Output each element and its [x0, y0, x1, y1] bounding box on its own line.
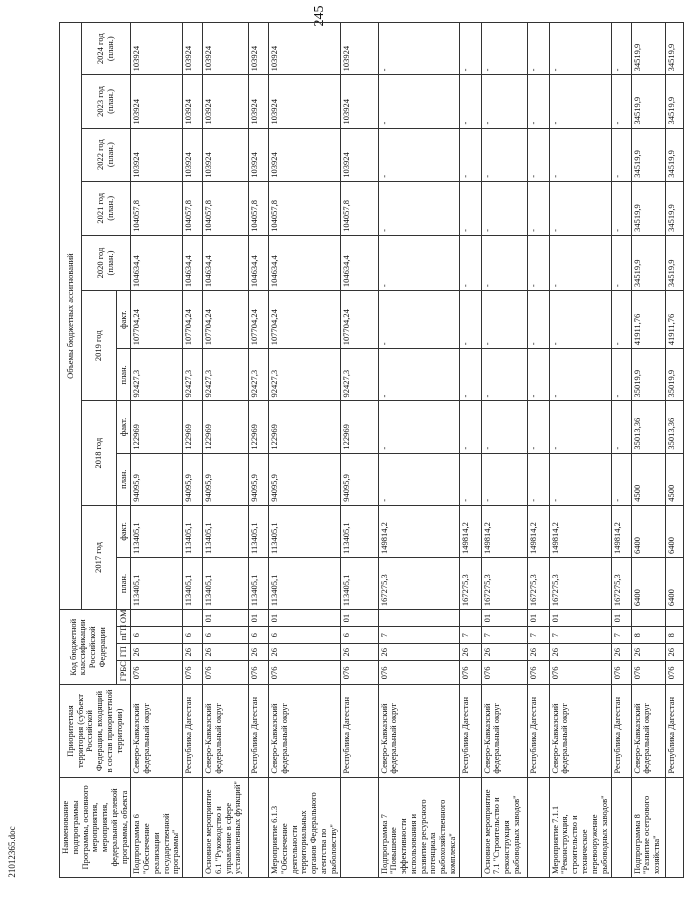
value-cell: -: [459, 181, 481, 235]
code-gp-cell: 26: [611, 644, 631, 661]
value-cell: 103924: [203, 23, 249, 75]
value-cell: 167275,3: [481, 557, 527, 609]
row-name-cell: [249, 777, 269, 877]
value-cell: -: [527, 181, 549, 235]
header-year: 2024 год (план.): [82, 23, 131, 75]
value-cell: 92427,3: [269, 349, 340, 401]
value-cell: 167275,3: [459, 557, 481, 609]
value-cell: 122969: [340, 401, 378, 453]
value-cell: 167275,3: [611, 557, 631, 609]
code-om-cell: [631, 610, 665, 627]
code-gp-cell: 26: [183, 644, 203, 661]
code-gp-cell: 26: [249, 644, 269, 661]
value-cell: -: [611, 401, 631, 453]
value-cell: 103924: [131, 75, 183, 128]
row-name-cell: [183, 777, 203, 877]
value-cell: 94095,9: [269, 453, 340, 505]
value-cell: 113405,1: [183, 557, 203, 609]
code-gp-cell: 26: [203, 644, 249, 661]
value-cell: 103924: [269, 23, 340, 75]
value-cell: -: [611, 349, 631, 401]
row-territory-cell: Республика Дагестан: [459, 685, 481, 777]
code-grbs-cell: 076: [183, 661, 203, 685]
value-cell: -: [527, 291, 549, 349]
value-cell: 113405,1: [203, 505, 249, 557]
value-cell: -: [611, 181, 631, 235]
code-gp-cell: 26: [631, 644, 665, 661]
code-pgp-cell: 6: [340, 627, 378, 644]
value-cell: -: [481, 235, 527, 290]
code-om-cell: 01: [269, 610, 340, 627]
value-cell: 103924: [183, 75, 203, 128]
value-cell: 149814,2: [527, 505, 549, 557]
row-name-cell: [527, 777, 549, 877]
header-code-group: Код бюджетной классификации Российской Федерации: [60, 610, 117, 685]
value-cell: 113405,1: [131, 505, 183, 557]
value-cell: 167275,3: [378, 557, 459, 609]
value-cell: 103924: [249, 23, 269, 75]
value-cell: 113405,1: [131, 557, 183, 609]
page-number: 245: [312, 5, 327, 27]
row-name-cell: Мероприятие 7.1.1 "Реконструкция, строительство и техническое перевооружение рыбоводных заводов": [549, 777, 611, 877]
value-cell: 103924: [269, 128, 340, 181]
value-cell: 92427,3: [249, 349, 269, 401]
row-name-cell: Подпрограмма 8 "Развитие осетрового хозяйства": [631, 777, 665, 877]
value-cell: 35013,36: [665, 401, 683, 453]
value-cell: -: [459, 401, 481, 453]
value-cell: -: [611, 23, 631, 75]
header-plan: план.: [117, 557, 131, 609]
value-cell: 41911,76: [631, 291, 665, 349]
table-row: [481, 23, 527, 878]
value-cell: -: [527, 401, 549, 453]
table-row: [378, 23, 459, 878]
code-grbs-cell: 076: [481, 661, 527, 685]
code-om-cell: 01: [611, 610, 631, 627]
value-cell: 34519,9: [631, 235, 665, 290]
value-cell: 113405,1: [269, 557, 340, 609]
value-cell: -: [481, 453, 527, 505]
code-pgp-cell: 7: [481, 627, 527, 644]
table-row: [183, 23, 203, 878]
code-gp-cell: 26: [340, 644, 378, 661]
value-cell: 103924: [249, 75, 269, 128]
value-cell: -: [378, 181, 459, 235]
value-cell: 104057,8: [131, 181, 183, 235]
value-cell: 94095,9: [203, 453, 249, 505]
header-year: 2019 год: [82, 291, 117, 401]
table-row: [459, 23, 481, 878]
value-cell: -: [378, 291, 459, 349]
value-cell: 167275,3: [527, 557, 549, 609]
value-cell: 104057,8: [203, 181, 249, 235]
code-pgp-cell: 7: [459, 627, 481, 644]
row-name-cell: [665, 777, 683, 877]
code-om-cell: [378, 610, 459, 627]
code-pgp-cell: 6: [203, 627, 249, 644]
code-gp-cell: 26: [527, 644, 549, 661]
value-cell: -: [481, 401, 527, 453]
code-om-cell: [459, 610, 481, 627]
row-name-cell: [340, 777, 378, 877]
value-cell: 107704,24: [269, 291, 340, 349]
value-cell: -: [611, 291, 631, 349]
row-name-cell: [611, 777, 631, 877]
header-year: 2021 год (план.): [82, 181, 131, 235]
value-cell: -: [527, 453, 549, 505]
value-cell: -: [459, 235, 481, 290]
value-cell: 103924: [183, 23, 203, 75]
value-cell: 6400: [665, 557, 683, 609]
value-cell: 107704,24: [183, 291, 203, 349]
value-cell: 34519,9: [665, 181, 683, 235]
value-cell: -: [459, 75, 481, 128]
code-pgp-cell: 6: [183, 627, 203, 644]
value-cell: 92427,3: [131, 349, 183, 401]
value-cell: 104634,4: [183, 235, 203, 290]
value-cell: 167275,3: [549, 557, 611, 609]
code-pgp-cell: 6: [269, 627, 340, 644]
value-cell: 107704,24: [340, 291, 378, 349]
code-grbs-cell: 076: [269, 661, 340, 685]
value-cell: -: [549, 291, 611, 349]
header-fact: факт.: [117, 505, 131, 557]
table-row: [549, 23, 611, 878]
row-territory-cell: Северо-Кавказский федеральный округ: [631, 685, 665, 777]
value-cell: 122969: [249, 401, 269, 453]
row-territory-cell: Северо-Кавказский федеральный округ: [549, 685, 611, 777]
value-cell: 113405,1: [340, 505, 378, 557]
code-om-cell: 01: [203, 610, 249, 627]
value-cell: 104634,4: [269, 235, 340, 290]
value-cell: 34519,9: [631, 128, 665, 181]
value-cell: 104634,4: [131, 235, 183, 290]
code-om-cell: [183, 610, 203, 627]
header-year: 2023 год (план.): [82, 75, 131, 128]
value-cell: -: [527, 128, 549, 181]
table-row: [631, 23, 665, 878]
row-territory-cell: Республика Дагестан: [249, 685, 269, 777]
code-gp-cell: 26: [459, 644, 481, 661]
value-cell: 34519,9: [665, 23, 683, 75]
header-year: 2017 год: [82, 505, 117, 609]
row-name-cell: Подпрограмма 7 "Повышение эффективности использования и развитие ресурсного потенциала рыбохозяйственного комплекса": [378, 777, 459, 877]
value-cell: 104634,4: [340, 235, 378, 290]
value-cell: 94095,9: [183, 453, 203, 505]
value-cell: 149814,2: [459, 505, 481, 557]
value-cell: 103924: [340, 23, 378, 75]
row-territory-cell: Северо-Кавказский федеральный округ: [203, 685, 249, 777]
value-cell: -: [549, 453, 611, 505]
value-cell: 92427,3: [203, 349, 249, 401]
header-plan: план.: [117, 453, 131, 505]
row-territory-cell: Республика Дагестан: [611, 685, 631, 777]
table-body: [131, 23, 683, 878]
value-cell: -: [549, 401, 611, 453]
value-cell: -: [611, 75, 631, 128]
value-cell: -: [611, 235, 631, 290]
code-gp-cell: 26: [481, 644, 527, 661]
code-om-cell: 01: [340, 610, 378, 627]
value-cell: 34519,9: [631, 23, 665, 75]
value-cell: 113405,1: [203, 557, 249, 609]
value-cell: -: [378, 453, 459, 505]
value-cell: 104057,8: [183, 181, 203, 235]
value-cell: 34519,9: [631, 181, 665, 235]
header-code: ГП: [117, 644, 131, 661]
row-territory-cell: Республика Дагестан: [183, 685, 203, 777]
value-cell: 6400: [665, 505, 683, 557]
value-cell: -: [549, 181, 611, 235]
row-territory-cell: Северо-Кавказский федеральный округ: [131, 685, 183, 777]
code-gp-cell: 26: [378, 644, 459, 661]
value-cell: -: [611, 453, 631, 505]
value-cell: 35019,9: [665, 349, 683, 401]
value-cell: -: [459, 453, 481, 505]
code-gp-cell: 26: [269, 644, 340, 661]
code-grbs-cell: 076: [203, 661, 249, 685]
value-cell: 107704,24: [249, 291, 269, 349]
table-row: [269, 23, 340, 878]
value-cell: 104057,8: [269, 181, 340, 235]
value-cell: 149814,2: [549, 505, 611, 557]
code-om-cell: 01: [481, 610, 527, 627]
code-om-cell: [131, 610, 183, 627]
value-cell: 122969: [183, 401, 203, 453]
row-territory-cell: Республика Дагестан: [527, 685, 549, 777]
value-cell: 113405,1: [249, 557, 269, 609]
row-name-cell: Мероприятие 6.1.3 "Обеспечение деятельности территориальных органов Федерального агентства по рыболовству": [269, 777, 340, 877]
value-cell: 113405,1: [269, 505, 340, 557]
value-cell: -: [378, 349, 459, 401]
value-cell: 6400: [631, 505, 665, 557]
value-cell: 34519,9: [665, 235, 683, 290]
value-cell: 6400: [631, 557, 665, 609]
value-cell: 35019,9: [631, 349, 665, 401]
code-om-cell: 01: [249, 610, 269, 627]
table-row: [611, 23, 631, 878]
value-cell: -: [481, 181, 527, 235]
value-cell: 34519,9: [665, 128, 683, 181]
value-cell: 104057,8: [249, 181, 269, 235]
value-cell: 122969: [131, 401, 183, 453]
value-cell: -: [549, 23, 611, 75]
table-row: [665, 23, 683, 878]
value-cell: -: [378, 75, 459, 128]
row-name-cell: Основное мероприятие 7.1 "Строительство и реконструкция рыбоводных заводов": [481, 777, 527, 877]
table-row: [527, 23, 549, 878]
value-cell: -: [481, 349, 527, 401]
header-plan: план.: [117, 349, 131, 401]
code-pgp-cell: 6: [131, 627, 183, 644]
value-cell: -: [549, 235, 611, 290]
code-pgp-cell: 7: [549, 627, 611, 644]
header-year: 2018 год: [82, 401, 117, 505]
value-cell: 103924: [340, 75, 378, 128]
header-territory: Приоритетная территория (субъект Российской Федерации, входящий в состав приоритетной территории): [60, 685, 131, 777]
value-cell: -: [459, 128, 481, 181]
header-year: 2022 год (план.): [82, 128, 131, 181]
value-cell: 94095,9: [131, 453, 183, 505]
value-cell: 34519,9: [665, 75, 683, 128]
code-grbs-cell: 076: [378, 661, 459, 685]
header-fact: факт.: [117, 291, 131, 349]
value-cell: 113405,1: [340, 557, 378, 609]
value-cell: -: [459, 349, 481, 401]
value-cell: 4500: [665, 453, 683, 505]
value-cell: 94095,9: [249, 453, 269, 505]
value-cell: -: [378, 235, 459, 290]
code-om-cell: 01: [549, 610, 611, 627]
row-name-cell: Подпрограмма 6 "Обеспечение реализации государственной программы": [131, 777, 183, 877]
value-cell: 103924: [249, 128, 269, 181]
value-cell: 4500: [631, 453, 665, 505]
value-cell: 149814,2: [378, 505, 459, 557]
header-code: пГП: [117, 627, 131, 644]
value-cell: 103924: [340, 128, 378, 181]
code-grbs-cell: 076: [611, 661, 631, 685]
row-territory-cell: Республика Дагестан: [340, 685, 378, 777]
value-cell: 103924: [269, 75, 340, 128]
code-pgp-cell: 7: [378, 627, 459, 644]
value-cell: 103924: [203, 75, 249, 128]
code-grbs-cell: 076: [459, 661, 481, 685]
value-cell: -: [527, 75, 549, 128]
value-cell: -: [378, 128, 459, 181]
value-cell: 104634,4: [249, 235, 269, 290]
value-cell: 107704,24: [131, 291, 183, 349]
code-grbs-cell: 076: [249, 661, 269, 685]
table-row: [203, 23, 249, 878]
budget-table-container: [59, 22, 676, 878]
value-cell: -: [481, 291, 527, 349]
code-grbs-cell: 076: [549, 661, 611, 685]
code-pgp-cell: 8: [665, 627, 683, 644]
file-name: 21012365.doc: [7, 826, 17, 878]
value-cell: -: [527, 349, 549, 401]
value-cell: 35013,36: [631, 401, 665, 453]
code-om-cell: [665, 610, 683, 627]
value-cell: 113405,1: [183, 505, 203, 557]
value-cell: 34519,9: [631, 75, 665, 128]
code-pgp-cell: 6: [249, 627, 269, 644]
value-cell: -: [549, 349, 611, 401]
value-cell: -: [459, 23, 481, 75]
code-gp-cell: 26: [665, 644, 683, 661]
value-cell: 94095,9: [340, 453, 378, 505]
value-cell: -: [527, 23, 549, 75]
value-cell: -: [481, 23, 527, 75]
value-cell: -: [549, 75, 611, 128]
value-cell: -: [459, 291, 481, 349]
code-grbs-cell: 076: [665, 661, 683, 685]
code-grbs-cell: 076: [340, 661, 378, 685]
value-cell: 113405,1: [249, 505, 269, 557]
table-row: [340, 23, 378, 878]
header-fact: факт.: [117, 401, 131, 453]
value-cell: 149814,2: [481, 505, 527, 557]
row-name-cell: Основное мероприятие 6.1 "Руководство и управление в сфере установленных функций": [203, 777, 249, 877]
code-gp-cell: 26: [549, 644, 611, 661]
value-cell: 122969: [203, 401, 249, 453]
value-cell: 103924: [131, 23, 183, 75]
table-row: [249, 23, 269, 878]
value-cell: -: [549, 128, 611, 181]
header-volume-group: Объемы бюджетных ассигнований: [60, 23, 82, 610]
row-territory-cell: Северо-Кавказский федеральный округ: [378, 685, 459, 777]
value-cell: -: [378, 23, 459, 75]
row-territory-cell: Северо-Кавказский федеральный округ: [269, 685, 340, 777]
header-code: ГРБС: [117, 661, 131, 685]
row-name-cell: [459, 777, 481, 877]
code-pgp-cell: 7: [527, 627, 549, 644]
code-pgp-cell: 8: [631, 627, 665, 644]
row-territory-cell: Северо-Кавказский федеральный округ: [481, 685, 527, 777]
value-cell: 92427,3: [183, 349, 203, 401]
value-cell: -: [481, 75, 527, 128]
value-cell: 104057,8: [340, 181, 378, 235]
value-cell: -: [481, 128, 527, 181]
value-cell: 41911,76: [665, 291, 683, 349]
code-gp-cell: 26: [131, 644, 183, 661]
header-code: ОМ: [117, 610, 131, 627]
code-grbs-cell: 076: [631, 661, 665, 685]
code-grbs-cell: 076: [131, 661, 183, 685]
value-cell: 122969: [269, 401, 340, 453]
row-territory-cell: Республика Дагестан: [665, 685, 683, 777]
value-cell: -: [611, 128, 631, 181]
code-pgp-cell: 7: [611, 627, 631, 644]
code-om-cell: 01: [527, 610, 549, 627]
value-cell: 149814,2: [611, 505, 631, 557]
value-cell: 103924: [131, 128, 183, 181]
value-cell: 103924: [203, 128, 249, 181]
value-cell: 104634,4: [203, 235, 249, 290]
code-grbs-cell: 076: [527, 661, 549, 685]
value-cell: -: [527, 235, 549, 290]
table-row: [131, 23, 183, 878]
value-cell: 92427,3: [340, 349, 378, 401]
value-cell: -: [378, 401, 459, 453]
value-cell: 107704,24: [203, 291, 249, 349]
header-name: Наименование подпрограммы Программы, основного мероприятия, мероприятия, федеральной целевой программы, объекта: [60, 777, 131, 877]
budget-table: [59, 22, 684, 878]
value-cell: 103924: [183, 128, 203, 181]
header-year: 2020 год (план.): [82, 235, 131, 290]
